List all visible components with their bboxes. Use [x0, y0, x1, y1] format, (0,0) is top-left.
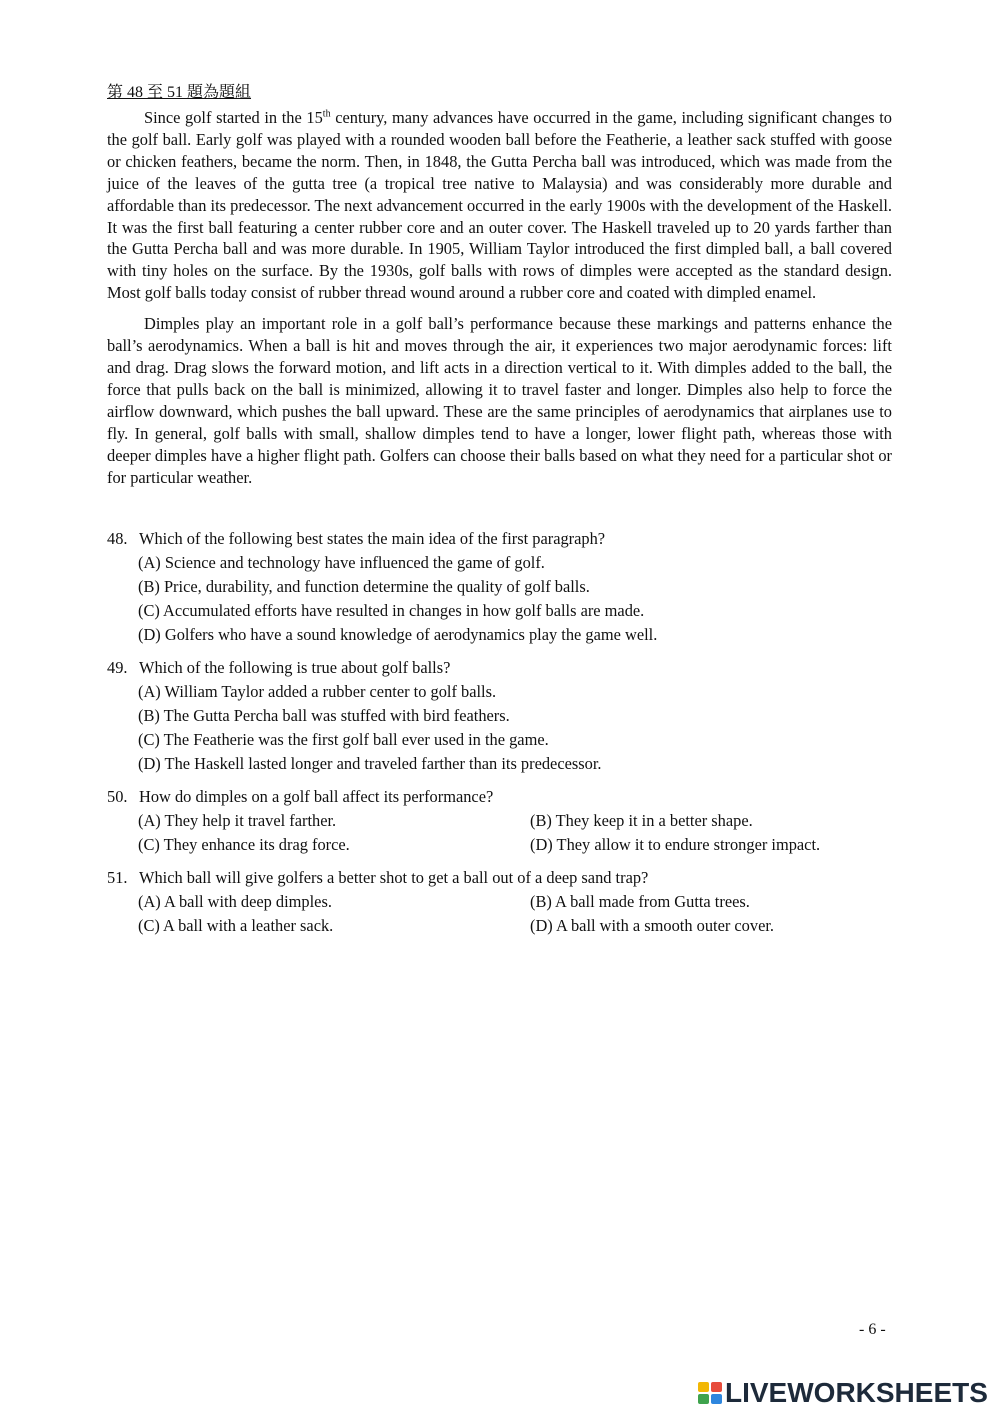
option-b[interactable]: (B) The Gutta Percha ball was stuffed with bird feathers. — [138, 706, 510, 725]
p1-superscript: th — [322, 108, 331, 120]
question-number: 50. — [107, 787, 128, 806]
liveworksheets-logo-icon — [697, 1380, 723, 1406]
question-50 — [107, 785, 892, 857]
option-b[interactable]: (B) Price, durability, and function determine the quality of golf balls. — [138, 577, 590, 596]
question-49 — [107, 656, 892, 776]
option-c[interactable]: (C) Accumulated efforts have resulted in changes in how golf balls are made. — [138, 601, 645, 620]
p1-text-start: Since golf started in the 15 — [144, 108, 323, 127]
question-number: 48. — [107, 529, 128, 548]
option-b[interactable]: (B) A ball made from Gutta trees. — [530, 892, 750, 911]
liveworksheets-brand[interactable] — [697, 1378, 988, 1408]
option-a[interactable]: (A) Science and technology have influenced the game of golf. — [138, 553, 545, 572]
question-number: 49. — [107, 658, 128, 677]
question-51 — [107, 866, 892, 938]
option-d[interactable]: (D) They allow it to endure stronger impact. — [530, 835, 821, 854]
brand-text: LIVEWORKSHEETS — [725, 1377, 988, 1408]
option-a[interactable]: (A) They help it travel farther. — [138, 811, 337, 830]
question-group-header: 第 48 至 51 題為題組 — [107, 84, 252, 101]
passage-paragraph-2: Dimples play an important role in a golf ball’s performance because these markings and patterns enhance the ball’s aerodynamics. When a ball is hit and moves through the air, it experiences two major aerodynamic forces: lift and drag. Drag slows the forward motion, and lift acts in a direction vertical to it. With dimples added to the ball, the force that pulls back on the ball is minimized, allowing it to travel faster and longer. Dimples also help to force the airflow downward, which pushes the ball upward. These are the same principles of aerodynamics that airplanes use to fly. In general, golf balls with small, shallow dimples tend to have a longer, lower flight path, whereas those with deeper dimples have a higher flight path. Golfers can choose their balls based on what they need for a particular shot or for particular weather. — [107, 314, 892, 487]
passage-paragraph-1 — [107, 107, 892, 304]
option-c[interactable]: (C) The Featherie was the first golf ball ever used in the game. — [138, 730, 549, 749]
option-b[interactable]: (B) They keep it in a better shape. — [530, 811, 753, 830]
option-a[interactable]: (A) A ball with deep dimples. — [138, 892, 332, 911]
option-a[interactable]: (A) William Taylor added a rubber center to golf balls. — [138, 682, 497, 701]
option-d[interactable]: (D) The Haskell lasted longer and traveled farther than its predecessor. — [138, 754, 602, 773]
question-text: Which of the following best states the main idea of the first paragraph? — [139, 529, 606, 548]
question-list — [107, 527, 892, 947]
question-text: Which ball will give golfers a better shot to get a ball out of a deep sand trap? — [139, 868, 649, 887]
option-d[interactable]: (D) A ball with a smooth outer cover. — [530, 916, 774, 935]
question-number: 51. — [107, 868, 128, 887]
option-d[interactable]: (D) Golfers who have a sound knowledge of aerodynamics play the game well. — [138, 625, 658, 644]
option-c[interactable]: (C) A ball with a leather sack. — [138, 916, 334, 935]
reading-passage — [107, 107, 892, 497]
page-number: - 6 - — [859, 1321, 886, 1338]
question-text: Which of the following is true about golf balls? — [139, 658, 451, 677]
p1-text-rest: century, many advances have occurred in the game, including significant changes to the golf ball. Early golf was played with a rounded wooden ball before the Featherie, a leather sack stuffed with goose or chicken feathers, became the norm. Then, in 1848, the Gutta Percha ball was introduced, which was made from the juice of the leaves of the gutta tree (a tropical tree native to Malaysia) and was considerably more durable and affordable than its predecessor. The next advancement occurred in the early 1900s with the development of the Haskell. It was the first ball featuring a center rubber core and an outer cover. The Haskell traveled up to 20 yards farther than the Gutta Percha ball and was more durable. In 1905, William Taylor introduced the first dimpled ball, a ball covered with tiny holes on the surface. By the 1930s, golf balls with rows of dimples were accepted as the standard design. Most golf balls today consist of rubber thread wound around a rubber core and coated with dimpled enamel. — [107, 108, 892, 303]
question-text: How do dimples on a golf ball affect its performance? — [139, 787, 494, 806]
question-48 — [107, 527, 892, 647]
option-c[interactable]: (C) They enhance its drag force. — [138, 835, 350, 854]
